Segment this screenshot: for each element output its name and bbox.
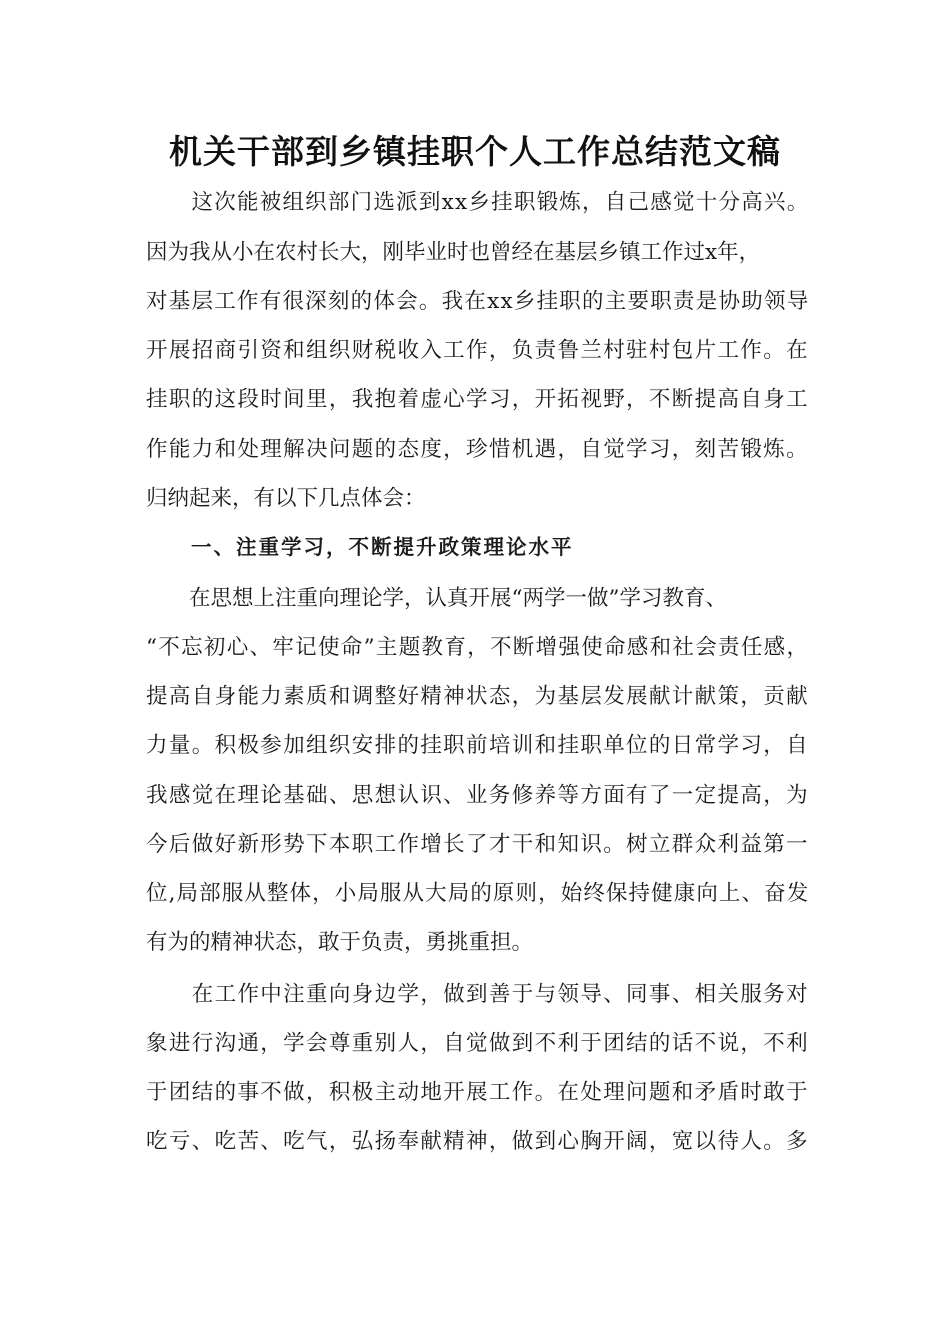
document-title: 机关干部到乡镇挂职个人工作总结范文稿	[169, 132, 781, 171]
text-line: 在思想上注重向理论学，认真开展“两学一做”学习教育、	[146, 586, 727, 611]
text-line: 这次能被组织部门选派到xx乡挂职锻炼，自己感觉十分高兴。	[146, 190, 810, 215]
text-line: 于团结的事不做，积极主动地开展工作。在处理问题和矛盾时敢于	[146, 1080, 809, 1105]
text-line: 吃亏、吃苦、吃气，弘扬奉献精神，做到心胸开阔，宽以待人。多	[146, 1129, 809, 1154]
text-line: 今后做好新形势下本职工作增长了才干和知识。树立群众利益第一	[146, 832, 809, 857]
section-heading: 一、注重学习，不断提升政策理论水平	[146, 535, 574, 559]
text-line: 象进行沟通，学会尊重别人，自觉做到不利于团结的话不说，不利	[146, 1031, 809, 1056]
text-line: 对基层工作有很深刻的体会。我在xx乡挂职的主要职责是协助领导	[146, 289, 810, 314]
text-line: 力量。积极参加组织安排的挂职前培训和挂职单位的日常学习，自	[146, 733, 809, 758]
text-line: 挂职的这段时间里，我抱着虚心学习，开拓视野，不断提高自身工	[146, 387, 809, 412]
text-line: 作能力和处理解决问题的态度，珍惜机遇，自觉学习，刻苦锻炼。	[146, 437, 809, 462]
text-line: 因为我从小在农村长大，刚毕业时也曾经在基层乡镇工作过x年，	[146, 240, 761, 265]
text-line: “不忘初心、牢记使命”主题教育，不断增强使命感和社会责任感，	[146, 635, 810, 660]
text-line: 我感觉在理论基础、思想认识、业务修养等方面有了一定提高，为	[146, 783, 809, 808]
text-line: 位,局部服从整体，小局服从大局的原则，始终保持健康向上、奋发	[146, 881, 810, 906]
text-line: 归纳起来，有以下几点体会：	[146, 486, 426, 511]
text-line: 开展招商引资和组织财税收入工作，负责鲁兰村驻村包片工作。在	[146, 338, 809, 363]
text-line: 在工作中注重向身边学，做到善于与领导、同事、相关服务对	[146, 982, 809, 1007]
text-line: 有为的精神状态，敢于负责，勇挑重担。	[146, 930, 534, 955]
text-line: 提高自身能力素质和调整好精神状态，为基层发展献计献策，贡献	[146, 684, 809, 709]
